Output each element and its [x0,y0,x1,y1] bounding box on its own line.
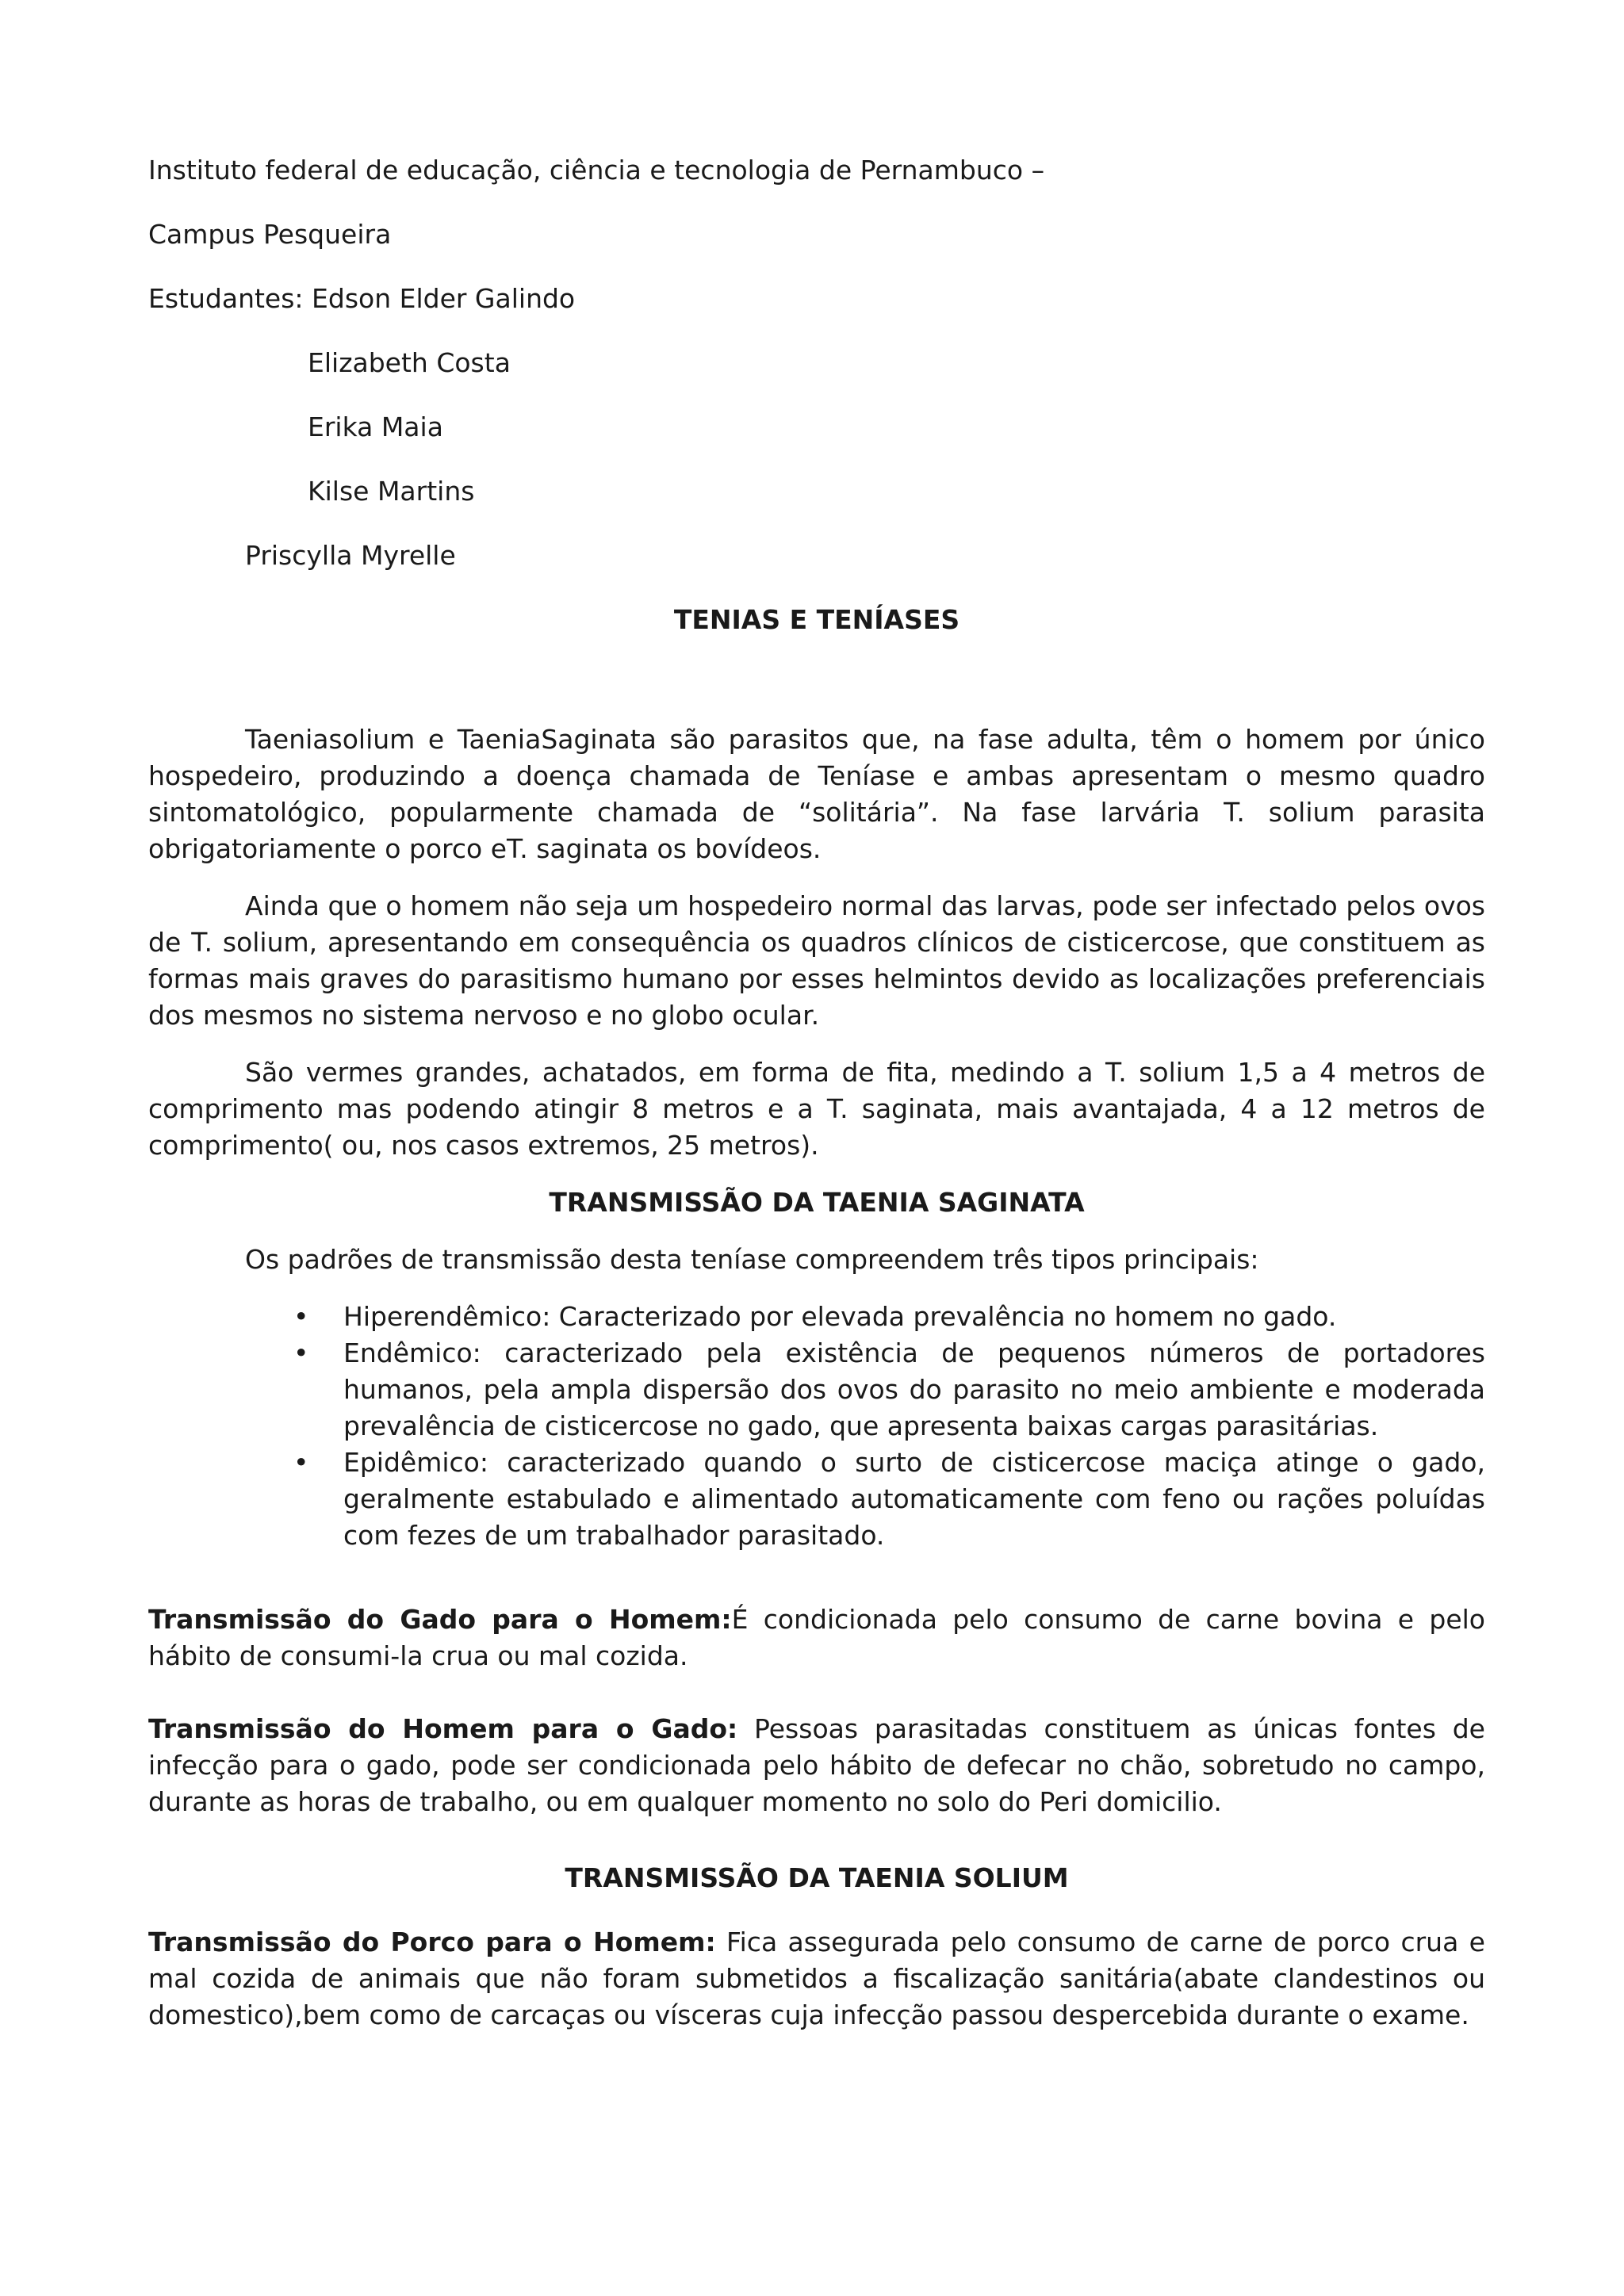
document-title: TENIAS E TENÍASES [673,604,960,635]
list-item [293,1445,1485,1554]
institution-line: Instituto federal de educação, ciência e tecnologia de Pernambuco – [148,155,1045,186]
list-item-text: Epidêmico: caracterizado quando o surto de cisticercose maciça atinge o gado, geralmente estabulado e alimentado automaticamente com feno ou rações poluídas com fezes de um trabalhador parasitado. [343,1447,1485,1551]
paragraph-homem-gado [148,1711,1485,1820]
paragraph: São vermes grandes, achatados, em forma de fita, medindo a T. solium 1,5 a 4 metros de comprimento mas podendo atingir 8 metros e a T. saginata, mais avantajada, 4 a 12 metros de comprimento( ou, nos casos extremos, 25 metros). [148,1057,1485,1161]
student-name: Kilse Martins [308,476,475,507]
transmission-patterns-list [148,1299,1485,1554]
student-name: Erika Maia [308,411,443,442]
bullet-icon: • [293,1447,309,1478]
paragraph-lead: Transmissão do Gado para o Homem: [148,1604,732,1635]
students-label: Estudantes: Edson Elder Galindo [148,283,576,314]
paragraph-lead: Transmissão do Porco para o Homem: [148,1927,716,1957]
list-item [293,1299,1485,1335]
student-name: Elizabeth Costa [308,347,511,378]
paragraph-lead: Transmissão do Homem para o Gado: [148,1713,738,1744]
list-item-text: Endêmico: caracterizado pela existência de pequenos números de portadores humanos, pela ampla dispersão dos ovos do parasito no meio ambiente e moderada prevalência de cisticercose no gado, que apresenta baixas cargas parasitárias. [343,1337,1485,1441]
section-intro: Os padrões de transmissão desta teníase compreendem três tipos principais: [245,1244,1259,1275]
campus-line: Campus Pesqueira [148,219,392,250]
paragraph-text: É condicionada pelo consumo de carne bovina e pelo hábito de consumi-la crua ou mal cozida. [148,1604,1485,1671]
paragraph: Taeniasolium e TaeniaSaginata são parasitos que, na fase adulta, têm o homem por único hospedeiro, produzindo a doença chamada de Teníase e ambas apresentam o mesmo quadro sintomatológico, popularmente chamada de “solitária”. Na fase larvária T. solium parasita obrigatoriamente o porco eT. saginata os bovídeos. [148,724,1485,864]
paragraph-gado-homem [148,1601,1485,1674]
section-heading-solium: TRANSMISSÃO DA TAENIA SOLIUM [565,1862,1069,1893]
bullet-icon: • [293,1301,309,1332]
paragraph: Ainda que o homem não seja um hospedeiro normal das larvas, pode ser infectado pelos ovos de T. solium, apresentando em consequência os quadros clínicos de cisticercose, que constituem as formas mais graves do parasitismo humano por esses helmintos devido as localizações preferenciais dos mesmos no sistema nervoso e no globo ocular. [148,890,1485,1031]
student-name: Priscylla Myrelle [245,540,456,571]
paragraph-text: Fica assegurada pelo consumo de carne de porco crua e mal cozida de animais que não foram submetidos a fiscalização sanitária(abate clandestinos ou domestico),bem como de carcaças ou vísceras cuja infecção passou despercebida durante o exame. [148,1927,1485,2030]
paragraph-porco-homem [148,1924,1485,2034]
list-item-text: Hiperendêmico: Caracterizado por elevada prevalência no homem no gado. [343,1301,1337,1332]
section-heading-saginata: TRANSMISSÃO DA TAENIA SAGINATA [549,1187,1085,1218]
bullet-icon: • [293,1337,309,1368]
document-page [148,152,1485,2034]
list-item [293,1335,1485,1445]
paragraph-text: Pessoas parasitadas constituem as únicas fontes de infecção para o gado, pode ser condicionada pelo hábito de defecar no chão, sobretudo no campo, durante as horas de trabalho, ou em qualquer momento no solo do Peri domicilio. [148,1713,1485,1817]
